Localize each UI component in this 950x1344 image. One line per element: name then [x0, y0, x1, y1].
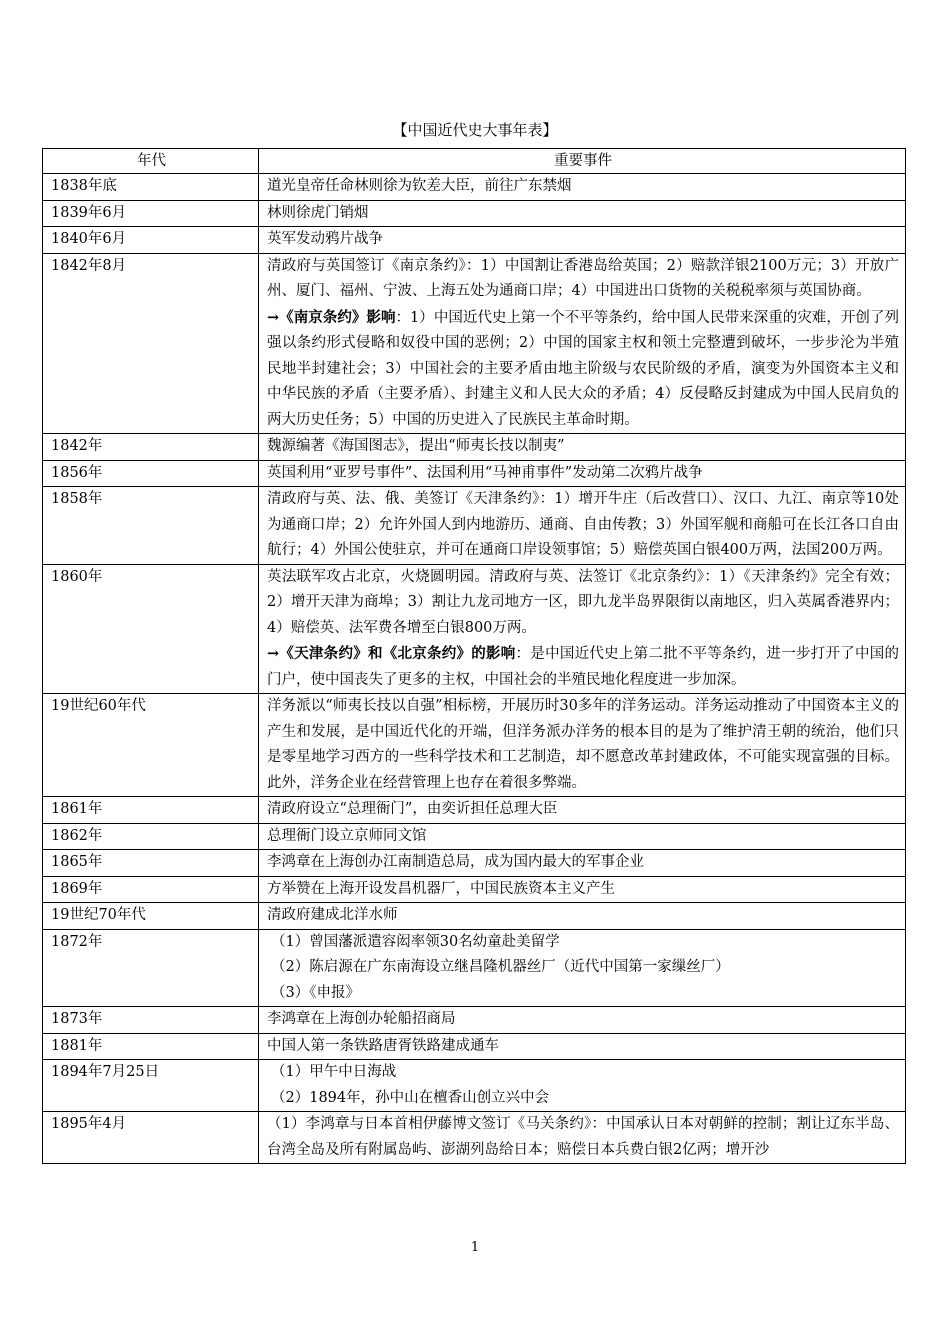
timeline-table: [42, 148, 906, 1164]
table-row: [43, 823, 906, 850]
table-row: [43, 564, 906, 694]
event-cell: [259, 929, 906, 1007]
year-cell: 1842年8月: [43, 253, 259, 434]
event-cell: [259, 823, 906, 850]
event-paragraph: [267, 305, 899, 434]
year-cell: 1858年: [43, 487, 259, 565]
event-text: 方举赞在上海开设发昌机器厂，中国民族资本主义产生: [267, 880, 615, 897]
event-paragraph: [267, 487, 899, 564]
event-text: 清政府与英国签订《南京条约》：1）中国割让香港岛给英国；2）赔款洋银2100万元；3）开放广州、厦门、福州、宁波、上海五处为通商口岸；4）中国进出口货物的关税税率须与英国协商。: [267, 257, 899, 299]
timeline-body: [43, 174, 906, 1164]
table-row: [43, 876, 906, 903]
year-cell: 19世纪60年代: [43, 694, 259, 797]
year-cell: 1840年6月: [43, 227, 259, 254]
table-row: [43, 797, 906, 824]
event-text: 中国人第一条铁路唐胥铁路建成通车: [267, 1037, 499, 1054]
event-paragraph: [267, 201, 899, 227]
event-paragraph: [267, 824, 899, 850]
event-cell: [259, 876, 906, 903]
year-cell: 1856年: [43, 460, 259, 487]
event-cell: [259, 1033, 906, 1060]
event-text: 洋务派以“师夷长技以自强”相标榜，开展历时30多年的洋务运动。洋务运动推动了中国资本主义的产生和发展，是中国近代化的开端，但洋务派办洋务的根本目的是为了维护清王朝的统治，他们只是零星地学习西方的一些科学技术和工艺制造，却不愿意改革封建政体，不可能实现富强的目标。此外，洋务企业在经营管理上也存在着很多弊端。: [267, 698, 899, 791]
event-list-item: （2）陈启源在广东南海设立继昌隆机器丝厂（近代中国第一家缫丝厂）: [271, 959, 730, 975]
event-list-item: （2）1894年，孙中山在檀香山创立兴中会: [271, 1089, 550, 1106]
table-row: [43, 1033, 906, 1060]
event-text: ：1）中国近代史上第一个不平等条约，给中国人民带来深重的灾难，开创了列强以条约形式侵略和奴役中国的恶例；2）中国的国家主权和领土完整遭到破坏，一步步沦为半殖民地半封建社会；3）中国社会的主要矛盾由地主阶级与农民阶级的矛盾，演变为外国资本主义和中华民族的矛盾（主要矛盾）、封建主义和人民大众的矛盾；4）反侵略反封建成为中国人民肩负的两大历史任务；5）中国的历史进入了民族民主革命时期。: [267, 309, 899, 428]
event-paragraph: [267, 254, 899, 305]
event-paragraph: [267, 1112, 899, 1163]
event-text: 道光皇帝任命林则徐为钦差大臣，前往广东禁烟: [267, 178, 572, 194]
table-row: [43, 929, 906, 1007]
event-cell: [259, 1007, 906, 1034]
year-cell: 1860年: [43, 564, 259, 694]
event-paragraph: [267, 641, 899, 693]
year-cell: 1894年7月25日: [43, 1060, 259, 1112]
event-paragraph: [267, 797, 899, 823]
event-paragraph: [267, 877, 899, 903]
event-text: 英军发动鸦片战争: [267, 231, 383, 247]
table-header-row: [43, 149, 906, 174]
event-cell: [259, 797, 906, 824]
event-text: 李鸿章在上海创办轮船招商局: [267, 1011, 456, 1027]
event-text: 英国利用“亚罗号事件”、法国利用“马神甫事件”发动第二次鸦片战争: [267, 464, 703, 481]
event-cell: [259, 434, 906, 461]
event-cell: [259, 487, 906, 565]
event-list-item: （3）《申报》: [271, 984, 360, 1001]
event-paragraph: [267, 565, 899, 642]
event-cell: [259, 850, 906, 877]
event-text: ：是中国近代史上第二批不平等条约，进一步打开了中国的门户，使中国丧失了更多的主权，中国社会的半殖民地化程度进一步加深。: [267, 646, 899, 688]
year-cell: 1895年4月: [43, 1112, 259, 1164]
year-cell: 1872年: [43, 929, 259, 1007]
table-row: [43, 850, 906, 877]
year-cell: 19世纪70年代: [43, 903, 259, 930]
event-text: 英法联军攻占北京，火烧圆明园。清政府与英、法签订《北京条约》：1）《天津条约》完全有效；2）增开天津为商埠；3）割让九龙司地方一区，即九龙半岛界限街以南地区，归入英属香港界内；4）赔偿英、法军费各增至白银800万两。: [267, 568, 899, 636]
year-cell: 1869年: [43, 876, 259, 903]
event-cell: [259, 694, 906, 797]
event-cell: [259, 903, 906, 930]
event-paragraph: [267, 461, 899, 487]
table-row: [43, 434, 906, 461]
column-header-event: 重要事件: [259, 149, 906, 174]
event-cell: [259, 253, 906, 434]
year-cell: 1861年: [43, 797, 259, 824]
event-paragraph: [267, 903, 899, 929]
event-text: 林则徐虎门销烟: [267, 204, 369, 221]
event-text: 清政府设立“总理衙门”，由奕䜣担任总理大臣: [267, 801, 558, 817]
year-cell: 1873年: [43, 1007, 259, 1034]
year-cell: 1881年: [43, 1033, 259, 1060]
table-row: [43, 200, 906, 227]
table-row: [43, 1007, 906, 1034]
event-list-item: （1）甲午中日海战: [271, 1064, 397, 1080]
table-row: [43, 253, 906, 434]
event-cell: [259, 200, 906, 227]
event-cell: [259, 174, 906, 201]
column-header-year: 年代: [43, 149, 259, 174]
table-row: [43, 694, 906, 797]
event-text: 李鸿章在上海创办江南制造总局，成为国内最大的军事企业: [267, 854, 644, 870]
event-text: 魏源编著《海国图志》，提出“师夷长技以制夷”: [267, 438, 565, 454]
event-paragraph: [267, 1034, 899, 1060]
event-cell: [259, 564, 906, 694]
event-cell: [259, 227, 906, 254]
impact-heading: →《南京条约》影响: [267, 308, 396, 326]
event-paragraph: [267, 1007, 899, 1033]
event-cell: [259, 1060, 906, 1112]
year-cell: 1842年: [43, 434, 259, 461]
year-cell: 1862年: [43, 823, 259, 850]
event-text: 清政府与英、法、俄、美签订《天津条约》：1）增开牛庄（后改营口）、汉口、九江、南京等10处为通商口岸；2）允许外国人到内地游历、通商、自由传教；3）外国军舰和商船可在长江各口自由航行；4）外国公使驻京，并可在通商口岸设领事馆；5）赔偿英国白银400万两，法国200万两。: [267, 491, 899, 558]
event-paragraph: [267, 694, 899, 796]
table-row: [43, 227, 906, 254]
table-row: [43, 1112, 906, 1164]
event-cell: [259, 460, 906, 487]
event-text: 总理衙门设立京师同文馆: [267, 827, 427, 844]
table-row: [43, 460, 906, 487]
event-cell: [259, 1112, 906, 1164]
year-cell: 1865年: [43, 850, 259, 877]
table-row: [43, 1060, 906, 1112]
page-title: 【中国近代史大事年表】: [392, 121, 558, 139]
event-paragraph: [267, 850, 899, 876]
event-paragraph: [267, 227, 899, 253]
table-row: [43, 174, 906, 201]
year-cell: 1839年6月: [43, 200, 259, 227]
page-number: 1: [470, 1240, 480, 1255]
year-cell: 1838年底: [43, 174, 259, 201]
event-text: （1）李鸿章与日本首相伊藤博文签订《马关条约》：中国承认日本对朝鲜的控制；割让辽东半岛、台湾全岛及所有附属岛屿、澎湖列岛给日本；赔偿日本兵费白银2亿两；增开沙: [267, 1116, 899, 1158]
table-row: [43, 487, 906, 565]
event-paragraph: [267, 434, 899, 460]
table-row: [43, 903, 906, 930]
event-text: 清政府建成北洋水师: [267, 907, 398, 923]
event-paragraph: [267, 174, 899, 200]
impact-heading: →《天津条约》和《北京条约》的影响: [267, 645, 516, 662]
event-list-item: （1）曾国藩派遣容闳率领30名幼童赴美留学: [271, 933, 560, 950]
